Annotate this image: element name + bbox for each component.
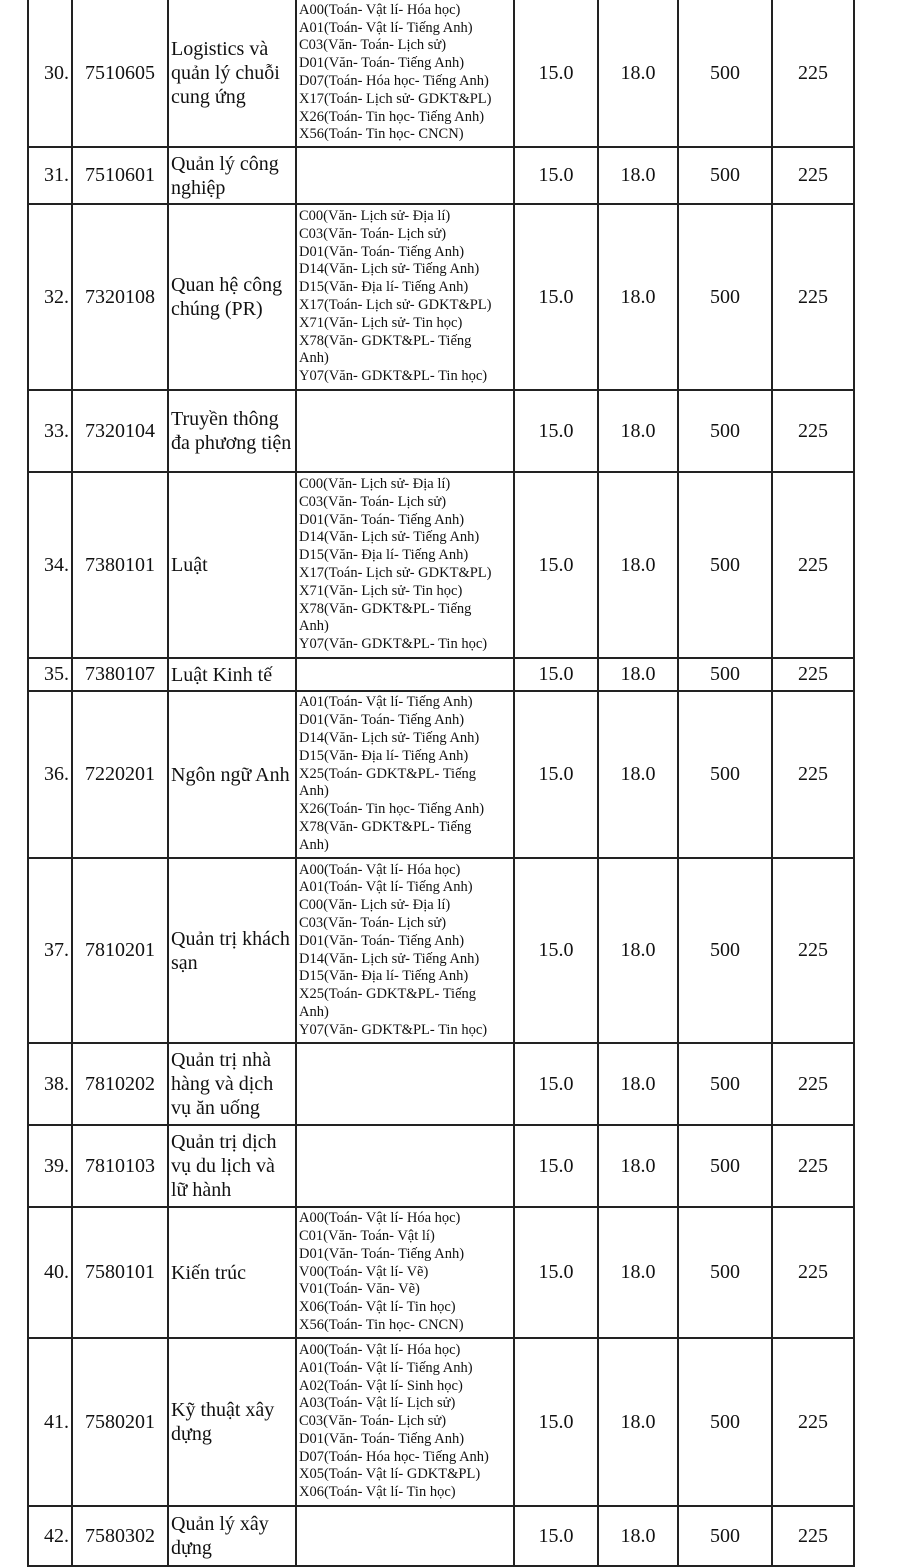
subject-combination: D14(Văn- Lịch sử- Tiếng Anh) — [299, 730, 480, 746]
table-row — [28, 1125, 854, 1207]
row-number: 33. — [28, 390, 72, 472]
subject-combination: Y07(Văn- GDKT&PL- Tin học) — [299, 1021, 488, 1038]
major-name: Quản trị dịch vụ du lịch và lữ hành — [168, 1125, 296, 1207]
score-value-3: 500 — [678, 0, 772, 147]
score-value-2: 18.0 — [598, 1506, 678, 1566]
subject-combination: X26(Toán- Tin học- Tiếng Anh) — [299, 108, 485, 125]
score-value-1: 15.0 — [514, 204, 598, 390]
major-name: Kiến trúc — [168, 1207, 296, 1338]
subject-combination: A01(Toán- Vật lí- Tiếng Anh) — [299, 19, 473, 36]
score-value-2: 18.0 — [598, 858, 678, 1043]
score-value-2: 18.0 — [598, 1207, 678, 1338]
major-name: Quản trị khách sạn — [168, 858, 296, 1043]
score-value-2: 18.0 — [598, 691, 678, 858]
subject-combination: D15(Văn- Địa lí- Tiếng Anh) — [299, 968, 469, 985]
table-row — [28, 658, 854, 691]
subject-combination: Anh) — [299, 618, 329, 635]
subject-combination: V01(Toán- Văn- Vẽ) — [299, 1281, 420, 1298]
major-name: Quản lý xây dựng — [168, 1506, 296, 1566]
subject-combination: X06(Toán- Vật lí- Tin học) — [299, 1484, 456, 1501]
row-number: 39. — [28, 1125, 72, 1207]
score-value-4: 225 — [772, 658, 854, 691]
major-code: 7810103 — [72, 1125, 168, 1207]
row-number: 35. — [28, 658, 72, 691]
score-value-2: 18.0 — [598, 472, 678, 658]
subject-combination: C00(Văn- Lịch sử- Địa lí) — [299, 897, 451, 914]
major-code: 7510605 — [72, 0, 168, 147]
table-row — [28, 1506, 854, 1566]
table-row — [28, 147, 854, 204]
subject-combination: D14(Văn- Lịch sử- Tiếng Anh) — [299, 950, 480, 967]
subject-combinations — [296, 1125, 514, 1207]
subject-combination: D01(Văn- Toán- Tiếng Anh) — [299, 1430, 465, 1447]
row-number: 42. — [28, 1506, 72, 1566]
admissions-table — [27, 0, 855, 1567]
subject-combinations — [296, 1043, 514, 1125]
score-value-2: 18.0 — [598, 390, 678, 472]
table-row — [28, 858, 854, 1043]
subject-combination: X78(Văn- GDKT&PL- Tiếng — [299, 332, 472, 349]
subject-combination: Anh) — [299, 836, 329, 853]
score-value-1: 15.0 — [514, 691, 598, 858]
score-value-1: 15.0 — [514, 0, 598, 147]
subject-combination: A01(Toán- Vật lí- Tiếng Anh) — [299, 1359, 473, 1376]
subject-combination: A00(Toán- Vật lí- Hóa học) — [299, 1, 461, 18]
subject-combination: A02(Toán- Vật lí- Sinh học) — [299, 1377, 463, 1394]
subject-combination: C03(Văn- Toán- Lịch sử) — [299, 493, 447, 510]
subject-combination: X71(Văn- Lịch sử- Tin học) — [299, 314, 463, 331]
subject-combination: X17(Toán- Lịch sử- GDKT&PL) — [299, 565, 492, 581]
score-value-1: 15.0 — [514, 472, 598, 658]
row-number: 30. — [28, 0, 72, 147]
row-number: 41. — [28, 1338, 72, 1506]
subject-combination: D01(Văn- Toán- Tiếng Anh) — [299, 932, 465, 949]
subject-combination: X56(Toán- Tin học- CNCN) — [299, 126, 464, 143]
score-value-2: 18.0 — [598, 147, 678, 204]
score-value-3: 500 — [678, 472, 772, 658]
major-code: 7580201 — [72, 1338, 168, 1506]
score-value-3: 500 — [678, 204, 772, 390]
major-name: Kỹ thuật xây dựng — [168, 1338, 296, 1506]
score-value-1: 15.0 — [514, 1043, 598, 1125]
subject-combination: C01(Văn- Toán- Vật lí) — [299, 1228, 435, 1244]
table-row — [28, 204, 854, 390]
row-number: 37. — [28, 858, 72, 1043]
table-row — [28, 0, 854, 147]
row-number: 31. — [28, 147, 72, 204]
major-code: 7810201 — [72, 858, 168, 1043]
score-value-1: 15.0 — [514, 147, 598, 204]
major-name: Ngôn ngữ Anh — [168, 691, 296, 858]
score-value-1: 15.0 — [514, 658, 598, 691]
score-value-3: 500 — [678, 390, 772, 472]
subject-combinations — [296, 1506, 514, 1566]
major-code: 7580302 — [72, 1506, 168, 1566]
subject-combination: D01(Văn- Toán- Tiếng Anh) — [299, 1245, 465, 1262]
subject-combination: A00(Toán- Vật lí- Hóa học) — [299, 1210, 461, 1227]
score-value-3: 500 — [678, 1043, 772, 1125]
score-value-1: 15.0 — [514, 1207, 598, 1338]
major-code: 7380101 — [72, 472, 168, 658]
subject-combinations — [296, 472, 514, 658]
score-value-4: 225 — [772, 1506, 854, 1566]
subject-combination: A01(Toán- Vật lí- Tiếng Anh) — [299, 694, 473, 711]
subject-combination: X06(Toán- Vật lí- Tin học) — [299, 1299, 456, 1316]
subject-combination: Anh) — [299, 350, 329, 367]
subject-combinations — [296, 204, 514, 390]
score-value-1: 15.0 — [514, 1125, 598, 1207]
major-code: 7810202 — [72, 1043, 168, 1125]
subject-combinations — [296, 0, 514, 147]
major-name: Quan hệ công chúng (PR) — [168, 204, 296, 390]
table-row — [28, 1207, 854, 1338]
score-value-4: 225 — [772, 390, 854, 472]
subject-combinations — [296, 691, 514, 858]
subject-combination: C00(Văn- Lịch sử- Địa lí) — [299, 476, 451, 493]
score-value-4: 225 — [772, 1207, 854, 1338]
subject-combinations — [296, 1207, 514, 1338]
score-value-3: 500 — [678, 658, 772, 691]
table-row — [28, 1338, 854, 1506]
score-value-3: 500 — [678, 858, 772, 1043]
score-value-4: 225 — [772, 1043, 854, 1125]
subject-combination: X05(Toán- Vật lí- GDKT&PL) — [299, 1466, 481, 1483]
score-value-4: 225 — [772, 204, 854, 390]
table-row — [28, 472, 854, 658]
subject-combinations — [296, 390, 514, 472]
major-name: Quản lý công nghiệp — [168, 147, 296, 204]
score-value-1: 15.0 — [514, 1506, 598, 1566]
major-name: Logistics và quản lý chuỗi cung ứng — [168, 0, 296, 147]
subject-combinations — [296, 658, 514, 691]
subject-combination: X78(Văn- GDKT&PL- Tiếng — [299, 818, 472, 835]
row-number: 36. — [28, 691, 72, 858]
score-value-2: 18.0 — [598, 1043, 678, 1125]
major-code: 7320104 — [72, 390, 168, 472]
score-value-3: 500 — [678, 1125, 772, 1207]
subject-combination: C03(Văn- Toán- Lịch sử) — [299, 914, 447, 931]
score-value-4: 225 — [772, 147, 854, 204]
score-value-4: 225 — [772, 0, 854, 147]
subject-combination: Y07(Văn- GDKT&PL- Tin học) — [299, 368, 488, 385]
subject-combination: C03(Văn- Toán- Lịch sử) — [299, 37, 447, 54]
major-name: Luật — [168, 472, 296, 658]
score-value-4: 225 — [772, 1338, 854, 1506]
subject-combinations — [296, 1338, 514, 1506]
subject-combination: X71(Văn- Lịch sử- Tin học) — [299, 582, 463, 599]
subject-combination: X17(Toán- Lịch sử- GDKT&PL) — [299, 297, 492, 313]
subject-combinations — [296, 858, 514, 1043]
subject-combination: A03(Toán- Vật lí- Lịch sử) — [299, 1395, 456, 1412]
subject-combination: X56(Toán- Tin học- CNCN) — [299, 1316, 464, 1333]
major-code: 7220201 — [72, 691, 168, 858]
subject-combinations — [296, 147, 514, 204]
score-value-2: 18.0 — [598, 658, 678, 691]
subject-combination: A00(Toán- Vật lí- Hóa học) — [299, 1341, 461, 1358]
score-value-3: 500 — [678, 1207, 772, 1338]
subject-combination: D07(Toán- Hóa học- Tiếng Anh) — [299, 1448, 489, 1465]
table-row — [28, 390, 854, 472]
subject-combination: D01(Văn- Toán- Tiếng Anh) — [299, 55, 465, 72]
score-value-1: 15.0 — [514, 1338, 598, 1506]
score-value-2: 18.0 — [598, 204, 678, 390]
row-number: 40. — [28, 1207, 72, 1338]
subject-combination: X26(Toán- Tin học- Tiếng Anh) — [299, 801, 485, 818]
subject-combination: Y07(Văn- GDKT&PL- Tin học) — [299, 636, 488, 653]
subject-combination: D14(Văn- Lịch sử- Tiếng Anh) — [299, 261, 480, 278]
major-code: 7580101 — [72, 1207, 168, 1338]
score-value-1: 15.0 — [514, 390, 598, 472]
subject-combination: X25(Toán- GDKT&PL- Tiếng — [299, 765, 477, 782]
score-value-4: 225 — [772, 1125, 854, 1207]
major-code: 7320108 — [72, 204, 168, 390]
major-name: Luật Kinh tế — [168, 658, 296, 691]
major-name: Quản trị nhà hàng và dịch vụ ăn uống — [168, 1043, 296, 1125]
subject-combination: C00(Văn- Lịch sử- Địa lí) — [299, 208, 451, 225]
score-value-4: 225 — [772, 858, 854, 1043]
score-value-4: 225 — [772, 691, 854, 858]
major-code: 7380107 — [72, 658, 168, 691]
score-value-2: 18.0 — [598, 1125, 678, 1207]
subject-combination: D15(Văn- Địa lí- Tiếng Anh) — [299, 279, 469, 296]
subject-combination: A00(Toán- Vật lí- Hóa học) — [299, 861, 461, 878]
subject-combination: Anh) — [299, 783, 329, 800]
subject-combination: X17(Toán- Lịch sử- GDKT&PL) — [299, 90, 492, 107]
score-value-2: 18.0 — [598, 0, 678, 147]
subject-combination: C03(Văn- Toán- Lịch sử) — [299, 225, 447, 242]
row-number: 32. — [28, 204, 72, 390]
score-value-3: 500 — [678, 1506, 772, 1566]
subject-combination: Anh) — [299, 1003, 329, 1020]
subject-combination: C03(Văn- Toán- Lịch sử) — [299, 1413, 447, 1430]
subject-combination: D01(Văn- Toán- Tiếng Anh) — [299, 511, 465, 528]
row-number: 38. — [28, 1043, 72, 1125]
subject-combination: D14(Văn- Lịch sử- Tiếng Anh) — [299, 529, 480, 546]
subject-combination: X78(Văn- GDKT&PL- Tiếng — [299, 600, 472, 617]
subject-combination: D01(Văn- Toán- Tiếng Anh) — [299, 712, 465, 729]
row-number: 34. — [28, 472, 72, 658]
score-value-4: 225 — [772, 472, 854, 658]
score-value-3: 500 — [678, 1338, 772, 1506]
score-value-3: 500 — [678, 691, 772, 858]
table-body — [28, 0, 854, 1566]
subject-combination: V00(Toán- Vật lí- Vẽ) — [299, 1263, 429, 1280]
major-name: Truyền thông đa phương tiện — [168, 390, 296, 472]
subject-combination: D07(Toán- Hóa học- Tiếng Anh) — [299, 73, 489, 89]
subject-combination: A01(Toán- Vật lí- Tiếng Anh) — [299, 879, 473, 896]
score-value-3: 500 — [678, 147, 772, 204]
major-code: 7510601 — [72, 147, 168, 204]
score-value-2: 18.0 — [598, 1338, 678, 1506]
subject-combination: D15(Văn- Địa lí- Tiếng Anh) — [299, 747, 469, 764]
subject-combination: D15(Văn- Địa lí- Tiếng Anh) — [299, 547, 469, 564]
table-row — [28, 691, 854, 858]
subject-combination: X25(Toán- GDKT&PL- Tiếng — [299, 986, 477, 1003]
table-row — [28, 1043, 854, 1125]
subject-combination: D01(Văn- Toán- Tiếng Anh) — [299, 243, 465, 260]
score-value-1: 15.0 — [514, 858, 598, 1043]
